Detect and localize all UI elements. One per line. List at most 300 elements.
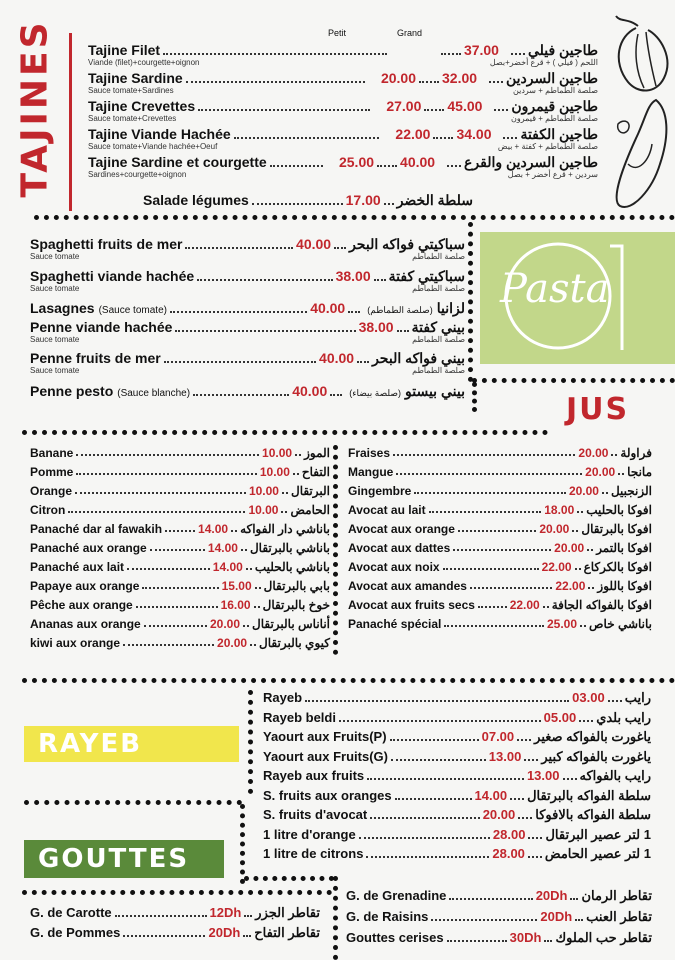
jus-item [348,579,652,593]
item-name: Tajine Sardine [88,70,183,86]
pasta-item [30,300,465,317]
item-name-ar: بابي بالبرتقال [263,579,330,593]
dot-leader [575,568,581,570]
dot-leader [441,53,461,55]
dot-leader [270,165,323,167]
vegetables-illustration [598,14,675,214]
item-name-ar: سلطة الفواكه بالافوكا [535,807,651,822]
item-name: Avocat au lait [348,503,426,517]
dot-leader [370,817,479,819]
dot-leader [489,81,503,83]
dot-leader [447,940,507,942]
item-note-ar: (صلصة الطماطم) [367,305,433,315]
dot-leader [164,361,316,363]
gouttes-item [346,909,652,925]
item-name-ar: تقاطر حب الملوك [555,930,652,945]
item-note: (Sauce tomate) [98,305,167,316]
gouttes-item [346,888,652,904]
item-name: Avocat aux noix [348,560,440,574]
divider [22,430,548,435]
item-price: 20.00 [482,807,516,822]
item-description-ar: صلصة الطماطم + سردين [513,86,598,95]
dot-leader [618,473,624,475]
item-name: Citron [30,503,66,517]
dot-leader [575,919,583,921]
jus-item [348,446,652,460]
dot-leader [175,330,355,332]
dot-leader [528,837,542,839]
pasta-item [30,319,465,336]
item-name-ar: افوكا بالفواكه الجافة [551,598,652,612]
item-name-ar: طاجين الكفتة [520,126,598,142]
item-name-ar: تقاطر العنب [586,909,652,924]
item-name: Rayeb aux fruits [263,768,365,783]
dot-leader [339,720,541,722]
dot-leader [391,759,486,761]
item-price: 22.00 [541,560,572,574]
jus-item [348,465,652,479]
dot-leader [68,511,245,513]
jus-item [30,446,330,460]
rayeb-item [263,710,651,726]
item-price-grand: 37.00 [463,42,499,58]
rayeb-item [263,827,651,843]
divider [468,222,473,382]
rayeb-item [263,690,651,706]
divider [472,378,675,383]
item-description: Sardines+courgette+oignon [88,170,187,179]
dot-leader [518,817,532,819]
dot-leader [246,568,252,570]
item-name-ar: تقاطر الرمان [581,888,652,903]
item-name: Yaourt aux Fruits(P) [263,729,387,744]
dot-leader [330,394,342,396]
jus-item [30,522,330,536]
item-price: 25.00 [547,617,578,631]
dot-leader [393,454,575,456]
divider [22,890,332,895]
dot-leader [185,247,293,249]
item-name-ar: باناشي دار الفواكه [240,522,330,536]
item-name: Mangue [348,465,394,479]
item-price-grand: 45.00 [447,98,483,114]
salade-item [143,192,473,209]
item-price-grand: 32.00 [442,70,478,86]
item-name: Ananas aux orange [30,617,141,631]
item-name-ar: بيني كفتة [411,319,465,335]
dot-leader [579,720,593,722]
item-name-ar: رايب [624,690,651,705]
item-price: 20.00 [217,636,248,650]
dot-leader [123,935,205,937]
dot-leader [478,606,507,608]
jus-item [30,503,330,517]
item-price: 40.00 [292,383,328,399]
item-description: Sauce tomate+Crevettes [88,114,177,123]
dot-leader [390,739,479,741]
dot-leader [396,473,582,475]
item-name: S. fruits aux oranges [263,787,392,803]
item-name: 1 litre de citrons [263,846,364,861]
item-name-ar: باناشي بالبرتقال [249,541,330,555]
dot-leader [544,940,552,942]
dot-leader [165,530,195,532]
item-name-ar: سباكيتي فواكه البحر [349,236,465,252]
dot-leader [243,935,251,937]
divider [34,215,675,220]
divider [22,678,675,683]
item-name: Panaché aux lait [30,560,125,574]
dot-leader [384,203,394,205]
jus-title: JUS [566,392,630,427]
item-name: Penne fruits de mer [30,350,161,366]
jus-item [348,503,652,517]
pasta-item [30,236,465,253]
dot-leader [494,109,508,111]
item-name-ar: سباكيتي كفتة [388,268,465,284]
divider [472,382,477,412]
item-description: Sauce tomate [30,252,80,261]
dot-leader [366,856,489,858]
dot-leader [282,492,288,494]
item-price: 18.00 [544,503,575,517]
dot-leader [572,530,578,532]
tajine-item [88,98,598,115]
dot-leader [76,473,257,475]
item-name-ar: كيوي بالبرتقال [259,636,330,650]
jus-item [30,579,330,593]
item-name: Penne pesto [30,383,114,399]
item-description-ar: صلصة الطماطم [412,284,465,293]
tajine-item [88,126,598,143]
item-price: 14.00 [198,522,229,536]
item-name: Penne viande hachée [30,319,173,335]
dot-leader [127,568,210,570]
item-price-petit: 20.00 [380,70,416,86]
item-name: Avocat aux fruits secs [348,598,475,612]
divider [240,804,245,884]
item-price-petit: 27.00 [386,98,422,114]
item-name: Salade légumes [143,192,249,208]
dot-leader [395,798,472,800]
jus-item [348,560,652,574]
rayeb-item [263,846,651,862]
rayeb-item [263,788,651,804]
item-name-ar: باناشي خاص [589,617,652,631]
item-name: Papaye aux orange [30,579,140,593]
item-price: 22.00 [555,579,586,593]
rayeb-item [263,768,651,784]
dot-leader [587,549,593,551]
item-name-ar: افوكا بالكركاع [583,560,652,574]
divider [24,800,242,805]
divider [244,876,334,881]
jus-item [30,617,330,631]
item-description-ar: صلصة الطماطم + كفتة + بيض [497,142,598,151]
item-price: 40.00 [319,350,355,366]
item-price: 20.00 [578,446,609,460]
item-name-ar: الحامض [290,503,330,517]
item-name: Rayeb [263,690,303,705]
jus-item [348,598,652,612]
dot-leader [76,454,259,456]
item-name: Avocat aux dattes [348,541,451,555]
item-description-ar: اللحم ( فيلي ) + قرع أخضر+بصل [489,58,598,67]
tajine-item [88,70,598,87]
gouttes-title: GOUTTES [24,840,224,878]
dot-leader [608,700,622,702]
item-name: Spaghetti fruits de mer [30,236,183,252]
item-name-ar: سلطة الفواكه بالبرتقال [527,787,651,803]
item-name: S. fruits d'avocat [263,807,368,822]
rayeb-item [263,729,651,745]
dot-leader [563,778,577,780]
dot-leader [357,361,369,363]
item-price: 20Dh [535,888,568,903]
item-price: 17.00 [345,192,381,208]
jus-item [30,541,330,555]
jus-item [30,484,330,498]
item-price: 20.00 [585,465,616,479]
item-name: G. de Raisins [346,909,429,924]
item-description-ar: سردين + قرع أخضر + بصل [507,170,598,179]
col-petit-label: Petit [328,28,347,38]
pasta-item [30,350,465,367]
item-name-ar: ياغورت بالفواكه صغير [534,729,651,744]
item-price: 10.00 [248,503,279,517]
item-price: 22.00 [509,598,540,612]
item-name-ar: رايب بلدي [596,709,651,725]
dot-leader [254,606,260,608]
dot-leader [577,511,583,513]
item-name-ar: افوكا باللوز [597,579,652,593]
col-grand-label: Grand [397,28,423,38]
item-name-ar: الموز [304,446,330,460]
dot-leader [588,587,594,589]
item-name-ar: طاجين فيلي [527,42,598,58]
item-description: Sauce tomate+Sardines [88,86,174,95]
item-name-ar: سلطة الخضر [396,192,473,208]
dot-leader [580,625,586,627]
item-price: 28.00 [492,826,526,842]
jus-item [30,598,330,612]
item-name-ar: 1 لتر عصير الحامض [544,846,651,861]
item-price: 40.00 [296,236,332,252]
item-price: 16.00 [220,598,251,612]
dot-leader [431,919,537,921]
item-name: Panaché dar al fawakih [30,522,163,536]
rayeb-item [263,749,651,765]
item-price: 12Dh [209,905,242,920]
divider [333,445,338,655]
item-price: 20.00 [209,617,240,631]
dot-leader [170,311,307,313]
dot-leader [281,511,287,513]
item-name: Gingembre [348,484,412,498]
item-name: G. de Pommes [30,925,121,940]
dot-leader [433,137,453,139]
item-name-ar: طاجين السردين [506,70,598,86]
dot-leader [458,530,536,532]
dot-leader [374,279,386,281]
dot-leader [443,568,539,570]
item-name-ar: افوكا بالتمر [596,541,652,555]
dot-leader [123,644,214,646]
item-price: 38.00 [358,319,394,335]
dot-leader [449,898,532,900]
gouttes-item [346,930,652,946]
dot-leader [198,109,370,111]
item-price: 13.00 [488,748,522,764]
item-name: Tajine Crevettes [88,98,196,114]
pasta-item [30,268,465,285]
item-price: 15.00 [221,579,252,593]
item-price: 07.00 [481,729,515,744]
dot-leader [241,549,247,551]
item-description-ar: صلصة الطماطم [412,335,465,344]
item-name: Avocat aux amandes [348,579,467,593]
item-description-ar: صلصة الطماطم [412,252,465,261]
dot-leader [243,625,249,627]
item-price: 10.00 [262,446,293,460]
jus-item [30,636,330,650]
item-price: 20.00 [554,541,585,555]
item-note: (Sauce blanche) [117,388,191,399]
item-name-ar: تقاطر الجزر [255,905,320,920]
dot-leader [424,109,444,111]
dot-leader [453,549,551,551]
dot-leader [367,778,524,780]
dot-leader [602,492,608,494]
item-price: 03.00 [572,690,605,705]
item-name: Spaghetti viande hachée [30,268,195,284]
dot-leader [429,511,542,513]
jus-item [348,484,652,498]
dot-leader [524,759,538,761]
item-name: Rayeb beldi [263,709,336,725]
divider [248,690,253,794]
item-description-ar: صلصة الطماطم [412,366,465,375]
dot-leader [144,625,207,627]
item-price: 38.00 [335,268,371,284]
dot-leader [150,549,205,551]
item-name: Tajine Viande Hachée [88,126,231,142]
item-name-ar: طاجين السردين والقرع [464,154,598,170]
dot-leader [517,739,531,741]
item-price-petit: 22.00 [395,126,431,142]
item-price: 05.00 [543,709,577,725]
tajines-red-rule [69,33,72,211]
pasta-banner [480,232,675,364]
item-name-ar: البرتقال [290,484,330,498]
dot-leader [359,837,490,839]
item-name: Avocat aux orange [348,522,455,536]
item-name-ar: تقاطر التفاح [254,925,320,940]
item-price-petit: 25.00 [338,154,375,170]
item-name: Tajine Sardine et courgette [88,154,267,170]
item-name: Yaourt aux Fruits(G) [263,748,388,764]
dot-leader [234,137,380,139]
item-price: 10.00 [259,465,290,479]
item-description-ar: صلصة الطماطم + قيمرون [511,114,598,123]
item-name-ar: ياغورت بالفواكه كبير [541,748,651,764]
pasta-item [30,383,465,400]
item-name-ar: افوكا بالحليب [586,503,652,517]
item-description: Sauce tomate+Viande hachée+Oeuf [88,142,218,151]
item-price: 40.00 [310,300,346,316]
dot-leader [295,454,301,456]
item-name-ar: 1 لتر عصير البرتقال [545,826,651,842]
item-price: 14.00 [207,541,238,555]
dot-leader [510,798,524,800]
item-price: 28.00 [492,846,525,861]
dot-leader [163,53,387,55]
item-price: 13.00 [526,768,560,783]
dot-leader [444,625,544,627]
item-name: Pomme [30,465,74,479]
jus-item [30,560,330,574]
item-name: G. de Carotte [30,905,112,920]
item-price: 20.00 [568,484,599,498]
pasta-title: Pasta [500,266,610,312]
dot-leader [414,492,566,494]
item-name-ar: أناناس بالبرتقال [252,617,330,631]
gouttes-item [30,905,320,921]
item-name: Lasagnes [30,300,95,316]
dot-leader [503,137,517,139]
item-name: Tajine Filet [88,42,161,58]
dot-leader [186,81,365,83]
item-name-ar: فراولة [620,446,652,460]
item-name-ar: رايب بالفواكه [579,768,651,783]
item-price: 20.00 [539,522,570,536]
dot-leader [447,165,461,167]
item-name-ar: خوخ بالبرتقال [262,598,330,612]
item-name: Orange [30,484,73,498]
item-price-grand: 34.00 [456,126,492,142]
item-name: Panaché spécial [348,617,442,631]
dot-leader [470,587,552,589]
tajines-title: TAJINES [14,19,56,198]
jus-item [348,541,652,555]
item-description: Viande (filet)+courgette+oignon [88,58,200,67]
item-note-ar: (صلصة بيضاء) [349,388,402,398]
item-name: 1 litre d'orange [263,826,356,842]
rayeb-title: RAYEB [24,726,239,762]
rayeb-item [263,807,651,823]
dot-leader [334,247,346,249]
tajine-item [88,154,598,171]
jus-item [348,617,652,631]
dot-leader [377,165,397,167]
dot-leader [305,700,569,702]
dot-leader [250,644,256,646]
item-name: Gouttes cerises [346,930,444,945]
item-name-ar: بيني فواكه البحر [372,350,465,366]
item-price: 10.00 [248,484,279,498]
item-name-ar: بيني بيستو [405,383,465,399]
dot-leader [543,606,549,608]
dot-leader [142,587,218,589]
dot-leader [197,279,332,281]
dot-leader [611,454,617,456]
dot-leader [570,898,578,900]
dot-leader [136,606,218,608]
item-price: 14.00 [474,787,508,803]
dot-leader [397,330,409,332]
dot-leader [528,856,542,858]
item-name-ar: افوكا بالبرتقال [581,522,652,536]
